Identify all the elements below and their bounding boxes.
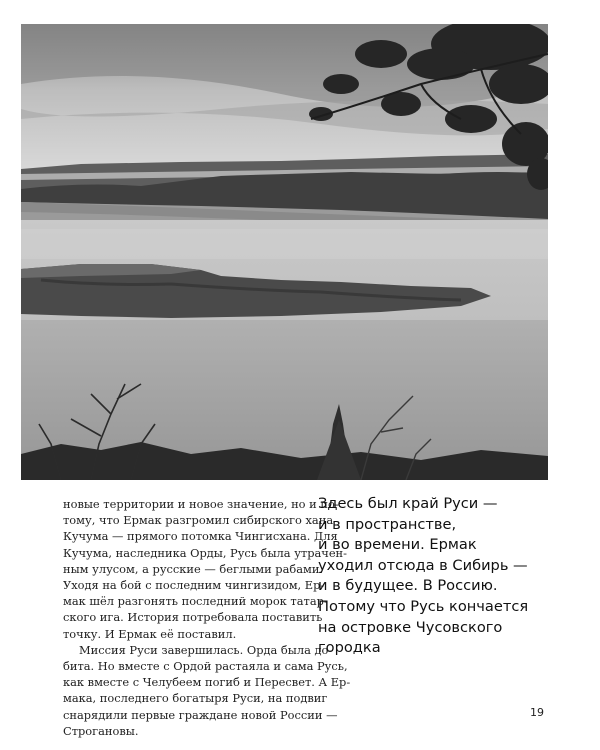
text-line: тому, что Ермак разгромил сибирского хана: [63, 513, 334, 528]
text-line: Строгановы.: [63, 723, 139, 738]
text-line: ным улусом, а русские — беглыми рабами.: [63, 561, 324, 576]
text-line: Уходя на бой с последним чингизидом, Ер-: [63, 578, 325, 593]
landscape-photo: [21, 24, 548, 480]
text-line: мак шёл разгонять последний морок татар-: [63, 594, 328, 609]
pull-quote: [318, 494, 550, 659]
text-line: Кучума, наследника Орды, Русь была утрачен-: [63, 545, 347, 560]
quote-line: уходил отсюда в Сибирь —: [318, 556, 528, 574]
text-line: точку. И Ермак её поставил.: [63, 626, 237, 641]
quote-line: Потому что Русь кончается: [318, 597, 529, 615]
text-line: снарядили первые граждане новой России —: [63, 707, 338, 722]
quote-line: на островке Чусовского: [318, 618, 503, 636]
text-line: Миссия Руси завершилась. Орда была до-: [79, 642, 333, 657]
text-line: ского ига. История потребовала поставить: [63, 610, 323, 625]
quote-line: и во времени. Ермак: [318, 536, 477, 554]
text-line: Кучума — прямого потомка Чингисхана. Для: [63, 529, 338, 544]
quote-line: и в будущее. В Россию.: [318, 577, 498, 595]
paragraph-2: [63, 642, 351, 739]
text-line: как вместе с Челубеем погиб и Пересвет. А Ер-: [63, 675, 351, 690]
quote-line: городка: [318, 639, 381, 657]
paragraph-1: [63, 496, 347, 642]
quote-line: и в пространстве,: [318, 515, 457, 533]
text-line: новые территории и новое значение, но и по-: [63, 497, 339, 511]
text-line: бита. Но вместе с Ордой растаяла и сама Русь,: [63, 659, 348, 674]
text-line: мака, последнего богатыря Руси, на подвиг: [63, 691, 328, 706]
page-number: 19: [530, 706, 544, 719]
quote-line: Здесь был край Руси —: [318, 495, 498, 512]
